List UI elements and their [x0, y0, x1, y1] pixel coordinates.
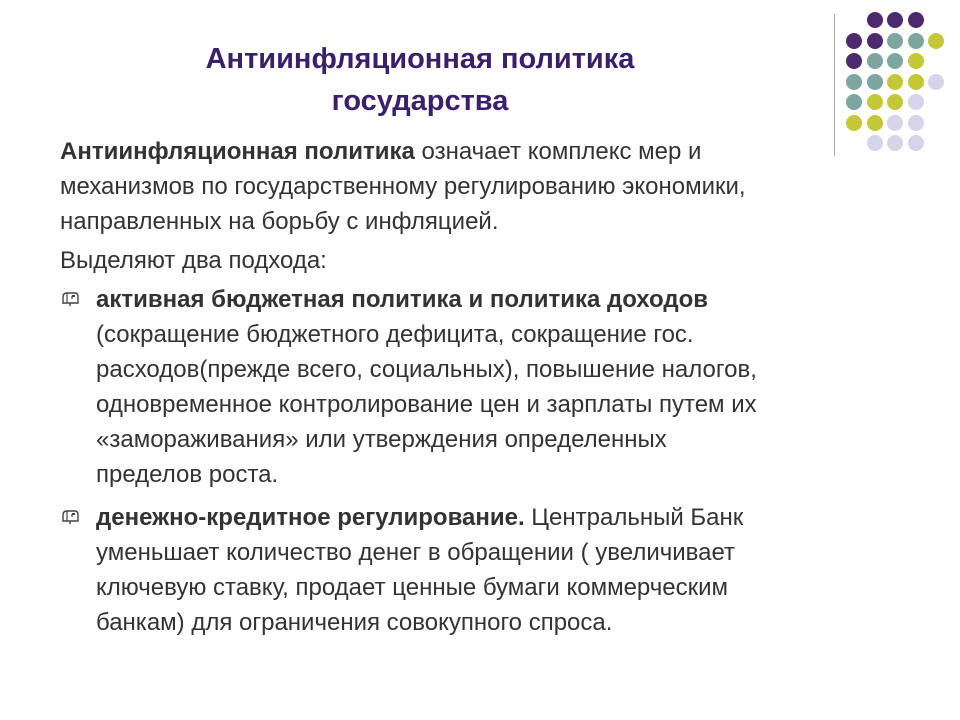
bullet-2-rest-line-1: Центральный Банк	[524, 504, 744, 531]
decorative-dot	[846, 33, 862, 49]
bullet-1-line-5: «замораживания» или утверждения определенных	[96, 426, 667, 453]
decorative-dot	[908, 135, 924, 151]
decorative-dot	[887, 135, 903, 151]
decorative-dot	[928, 74, 944, 90]
decorative-dot	[928, 33, 944, 49]
decorative-dot	[867, 53, 883, 69]
decorative-dot	[867, 12, 883, 28]
decorative-dot	[908, 74, 924, 90]
decorative-dot	[887, 53, 903, 69]
title-line-1: Антиинфляционная политика	[205, 43, 635, 75]
mailbox-bullet-icon	[60, 291, 80, 307]
decorative-dot	[908, 53, 924, 69]
bullet-item-monetary-regulation	[60, 500, 880, 640]
title-line-2: государства	[331, 85, 509, 117]
decorative-dot	[887, 12, 903, 28]
decorative-dot	[846, 115, 862, 131]
bullet-1-line-3: расходов(прежде всего, социальных), повышение налогов,	[96, 356, 757, 383]
decorative-dot	[887, 115, 903, 131]
bullet-item-budget-policy	[60, 282, 880, 492]
decorative-dot	[867, 33, 883, 49]
decorative-dot	[846, 74, 862, 90]
decorative-dot	[867, 74, 883, 90]
mailbox-bullet-icon	[60, 509, 80, 525]
approaches-intro: Выделяют два подхода:	[60, 247, 327, 274]
decorative-dot	[867, 115, 883, 131]
bullet-2-line-3: ключевую ставку, продает ценные бумаги коммерческим	[96, 574, 729, 601]
decorative-dot	[887, 74, 903, 90]
definition-paragraph	[60, 134, 880, 239]
decorative-dot	[867, 94, 883, 110]
decorative-dot	[908, 94, 924, 110]
slide-body	[60, 134, 880, 648]
definition-line-1	[60, 134, 880, 169]
decorative-dot	[846, 94, 862, 110]
decorative-dot	[887, 33, 903, 49]
bullet-2-heading	[96, 500, 880, 535]
bullet-1-heading	[96, 282, 880, 317]
bullet-1-bold: активная бюджетная политика и политика доходов	[96, 286, 709, 313]
definition-rest-line-1: означает комплекс мер и	[414, 138, 702, 165]
bullet-1-line-4: одновременное контролирование цен и зарплаты путем их	[96, 391, 757, 418]
definition-line-3: направленных на борьбу с инфляцией.	[60, 208, 499, 235]
bullet-2-bold: денежно-кредитное регулирование.	[96, 504, 525, 531]
decorative-dot	[887, 94, 903, 110]
bullet-2-line-4: банкам) для ограничения совокупного спроса.	[96, 609, 613, 636]
decorative-dot	[908, 115, 924, 131]
bullet-2-line-2: уменьшает количество денег в обращении ( увеличивает	[96, 539, 736, 566]
definition-term: Антиинфляционная политика	[60, 138, 415, 165]
bullet-1-line-2: (сокращение бюджетного дефицита, сокращение гос.	[96, 321, 694, 348]
slide-title	[120, 38, 720, 122]
decorative-dot	[908, 33, 924, 49]
decorative-dot	[846, 53, 862, 69]
definition-line-2: механизмов по государственному регулированию экономики,	[60, 173, 746, 200]
bullet-1-line-6: пределов роста.	[96, 461, 279, 488]
decorative-dot	[908, 12, 924, 28]
